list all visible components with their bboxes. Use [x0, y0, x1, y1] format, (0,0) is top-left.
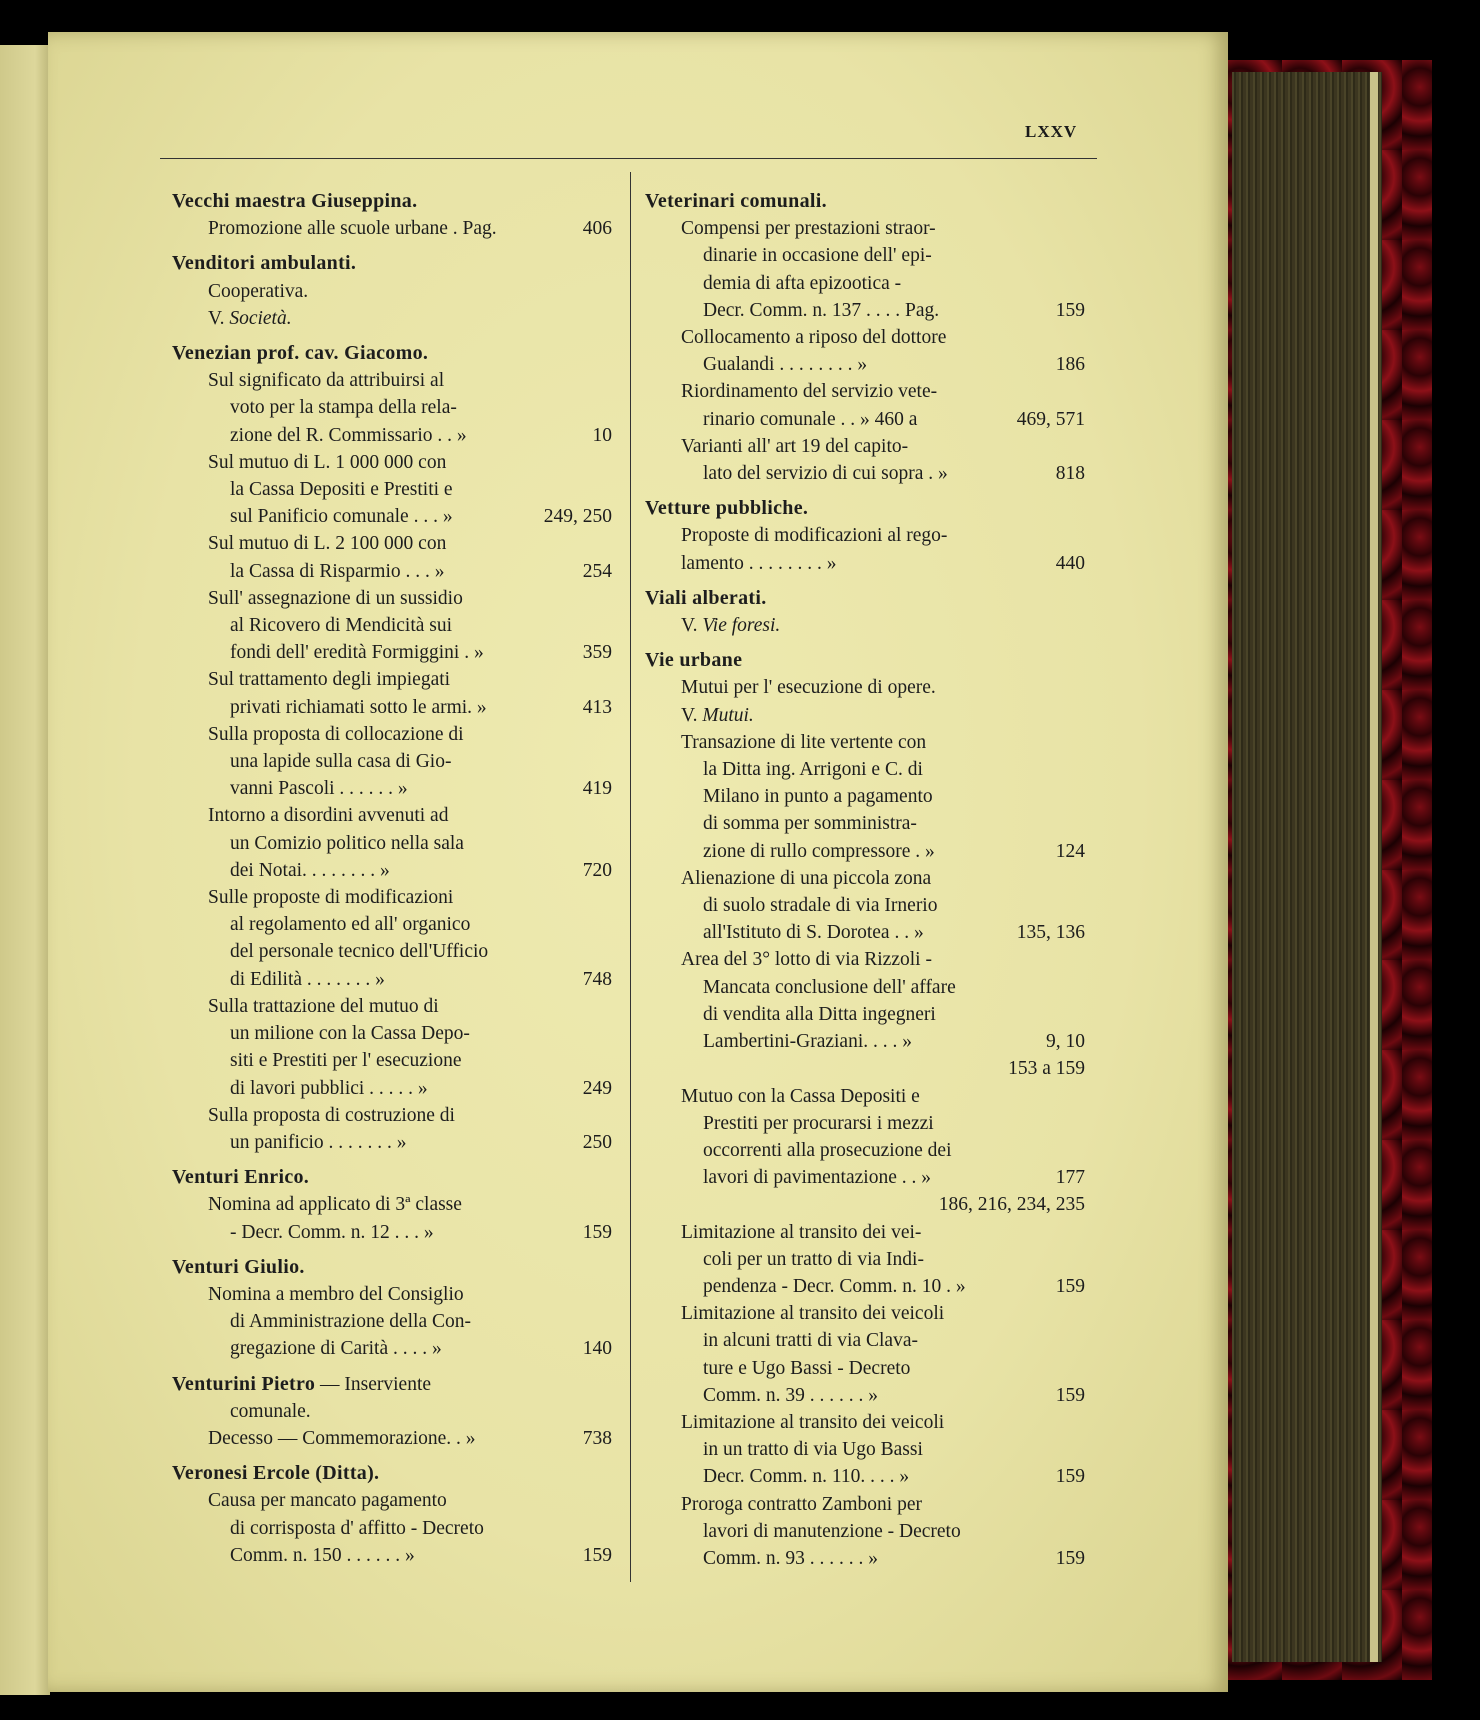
page-ref: 469, 571: [1016, 408, 1085, 430]
subentry: Compensi per prestazioni straor- dinarie in occasione dell' epi- demia di afta epizootica - Decr. Comm. n. 137 . . . . Pag. 159: [645, 215, 1085, 324]
subentry: Riordinamento del servizio vete- rinario comunale . . » 460 a 469, 571: [645, 378, 1085, 432]
index-entry-veterinari: [645, 188, 1085, 487]
page-ref: 249, 250: [543, 506, 612, 528]
cross-reference: V. Vie foresi.: [681, 615, 781, 637]
index-entry-vecchi: [172, 188, 612, 242]
index-entry-venezian: [172, 340, 612, 1156]
page-ref: 159: [1055, 1384, 1085, 1406]
page-ref: 177: [1055, 1167, 1085, 1189]
entry-heading: Vie urbane: [645, 649, 743, 672]
page-ref: 10: [592, 424, 612, 446]
page-ref-continued: 186, 216, 234, 235: [938, 1194, 1085, 1216]
subentry: Sulla proposta di collocazione di una lapide sulla casa di Gio- vanni Pascoli . . . . . . » 419: [172, 721, 612, 803]
index-entry-venturi-enrico: Venturi Enrico. Nomina ad applicato di 3ª classe - Decr. Comm. n. 12 . . . » 159: [172, 1164, 612, 1246]
subentry: Sul mutuo di L. 2 100 000 con la Cassa di Risparmio . . . » 254: [172, 530, 612, 584]
page-ref: 254: [582, 560, 612, 582]
header-rule: [160, 158, 1097, 159]
entry-heading: Venturi Enrico.: [172, 1166, 310, 1189]
page-ref: 440: [1055, 552, 1085, 574]
entry-heading: Venturini Pietro: [172, 1372, 316, 1395]
entry-heading: Venturi Giulio.: [172, 1255, 305, 1278]
subentry: Transazione di lite vertente con la Ditta ing. Arrigoni e C. di Milano in punto a pagamento di somma per somministra- zione di rullo compressore . » 124: [645, 729, 1085, 865]
page-ref-continued: 153 a 159: [1008, 1058, 1085, 1080]
entry-heading: Venezian prof. cav. Giacomo.: [172, 342, 429, 365]
page-ref: 159: [1055, 1466, 1085, 1488]
page-ref: 818: [1055, 463, 1085, 485]
left-page-edge: [0, 45, 50, 1695]
page-ref: 159: [1055, 1547, 1085, 1569]
page-ref: 738: [582, 1427, 612, 1449]
page-ref: 359: [582, 642, 612, 664]
page-ref: 159: [1055, 1275, 1085, 1297]
index-entry-venturi-giulio: Venturi Giulio. Nomina a membro del Consiglio di Amministrazione della Con- gregazione di Carità . . . . » 140: [172, 1254, 612, 1363]
index-entry-viali: [645, 585, 1085, 639]
subentry: Limitazione al transito dei vei- coli per un tratto di via Indi- pendenza - Decr. Comm. n. 10 . » 159: [645, 1219, 1085, 1301]
page-ref: 159: [582, 1544, 612, 1566]
entry-heading: Veronesi Ercole (Ditta).: [172, 1462, 380, 1485]
page-ref: 186: [1055, 354, 1085, 376]
right-column: [645, 188, 1085, 1580]
index-entry-vetture: Vetture pubbliche. Proposte di modificazioni al rego- lamento . . . . . . . . » 440: [645, 495, 1085, 577]
page-ref: 250: [582, 1131, 612, 1153]
subentry: Sul significato da attribuirsi al voto per la stampa della rela- zione del R. Commissario . . » 10: [172, 367, 612, 449]
subentry: Sull' assegnazione di un sussidio al Ricovero di Mendicità sui fondi dell' eredità Formiggini . » 359: [172, 585, 612, 667]
subentry: Sul trattamento degli impiegati privati richiamati sotto le armi. » 413: [172, 666, 612, 720]
left-column: [172, 188, 612, 1577]
subentry: Proroga contratto Zamboni per lavori di manutenzione - Decreto Comm. n. 93 . . . . . . » 159: [645, 1491, 1085, 1573]
entry-heading: Veterinari comunali.: [645, 190, 827, 212]
page-ref: 9, 10: [1046, 1031, 1085, 1053]
index-entry-venditori: [172, 250, 612, 332]
page-ref: 720: [582, 859, 612, 881]
entry-line: Cooperativa.: [208, 280, 309, 302]
page-ref: 748: [582, 968, 612, 990]
page-ref: 124: [1055, 840, 1085, 862]
page-ref: 419: [582, 778, 612, 800]
cross-reference: V. Società.: [208, 307, 292, 329]
subentry: Collocamento a riposo del dottore Gualandi . . . . . . . . » 186: [645, 324, 1085, 378]
subentry: Sul mutuo di L. 1 000 000 con la Cassa Depositi e Prestiti e sul Panificio comunale . . . » 249, 250: [172, 449, 612, 531]
entry-line: Promozione alle scuole urbane . Pag. 406: [172, 215, 612, 242]
subentry: Area del 3° lotto di via Rizzoli - Mancata conclusione dell' affare di vendita alla Ditta ingegneri Lambertini-Graziani. . . . » 9, 10 153 a 159: [645, 946, 1085, 1082]
subentry: Intorno a disordini avvenuti ad un Comizio politico nella sala dei Notai. . . . . . . . » 720: [172, 802, 612, 884]
subentry: Mutuo con la Cassa Depositi e Prestiti per procurarsi i mezzi occorrenti alla prosecuzione dei lavori di pavimentazione . . » 177 186, 216, 234, 235: [645, 1083, 1085, 1219]
entry-heading: Vetture pubbliche.: [645, 497, 809, 520]
entry-heading: Viali alberati.: [645, 586, 767, 609]
page-stack-edge: [1370, 72, 1378, 1662]
page-ref: 159: [582, 1221, 612, 1243]
subentry: Sulla trattazione del mutuo di un milione con la Cassa Depo- siti e Prestiti per l' esecuzione di lavori pubblici . . . . . » 249: [172, 993, 612, 1102]
page-ref: 249: [582, 1077, 612, 1099]
subentry: Varianti all' art 19 del capito- lato del servizio di cui sopra . » 818: [645, 433, 1085, 487]
index-entry-venturini: Venturini Pietro — Inserviente comunale. Decesso — Commemorazione. . » 738: [172, 1371, 612, 1453]
cross-reference: V. Mutui.: [681, 704, 754, 726]
column-divider: [630, 172, 631, 1582]
page-ref: 140: [582, 1338, 612, 1360]
subentry: Sulla proposta di costruzione di un panificio . . . . . . . » 250: [172, 1102, 612, 1156]
page-number: LXXV: [1025, 122, 1078, 141]
index-entry-vie-urbane: Vie urbane Mutui per l' esecuzione di opere. V. Mutui. Transazione di lite vertente con la Ditta ing. Arrigoni e C. di Milano in punto a pagamento di somma per somministra- zione di rullo compressore . » 124 Alienazione di una piccola zona di suolo stradale di via Irnerio all'Istituto di S. Dorotea . . » 135, 136 Area del 3° lotto di via Rizzoli - Mancata conclusione dell' affare di vendita alla Ditta ingegneri Lambertini-Graziani. . . . » 9, 10 153 a 159 Mutuo con la Cassa Depositi e Prestiti per procurarsi i mezzi occorrenti alla prosecuzione dei lavori di pavimentazione . . » 177 186, 216, 234, 235 Limitazione al transito dei vei- coli per un tratto di via Indi- pendenza - Decr. Comm. n. 10 . » 159 Limitazione al transito dei veicoli in alcuni tratti di via Clava- ture e Ugo Bassi - Decreto Comm. n. 39 . . . . . . » 159 Limitazione al transito dei veicoli in un tratto di via Ugo Bassi Decr. Comm. n. 110. . . . » 159 Proroga contratto Zamboni per lavori di manutenzione - Decreto Comm. n. 93 . . . . . . » 159: [645, 647, 1085, 1572]
subentry: Limitazione al transito dei veicoli in un tratto di via Ugo Bassi Decr. Comm. n. 110. . . . » 159: [645, 1409, 1085, 1491]
page-ref: 159: [1055, 299, 1085, 321]
subentry: Alienazione di una piccola zona di suolo stradale di via Irnerio all'Istituto di S. Dorotea . . » 135, 136: [645, 865, 1085, 947]
page-ref: 406: [582, 218, 612, 240]
entry-heading: Venditori ambulanti.: [172, 252, 357, 275]
entry-heading: Vecchi maestra Giuseppina.: [172, 190, 418, 212]
subentry: Limitazione al transito dei veicoli in alcuni tratti di via Clava- ture e Ugo Bassi - Decreto Comm. n. 39 . . . . . . » 159: [645, 1300, 1085, 1409]
subentry: Sulle proposte di modificazioni al regolamento ed all' organico del personale tecnico dell'Ufficio di Edilità . . . . . . . » 748: [172, 884, 612, 993]
page-stack: [1232, 72, 1382, 1662]
page-ref: 135, 136: [1016, 922, 1085, 944]
page-ref: 413: [582, 696, 612, 718]
index-entry-veronesi: Veronesi Ercole (Ditta). Causa per mancato pagamento di corrisposta d' affitto - Decreto Comm. n. 150 . . . . . . » 159: [172, 1460, 612, 1569]
